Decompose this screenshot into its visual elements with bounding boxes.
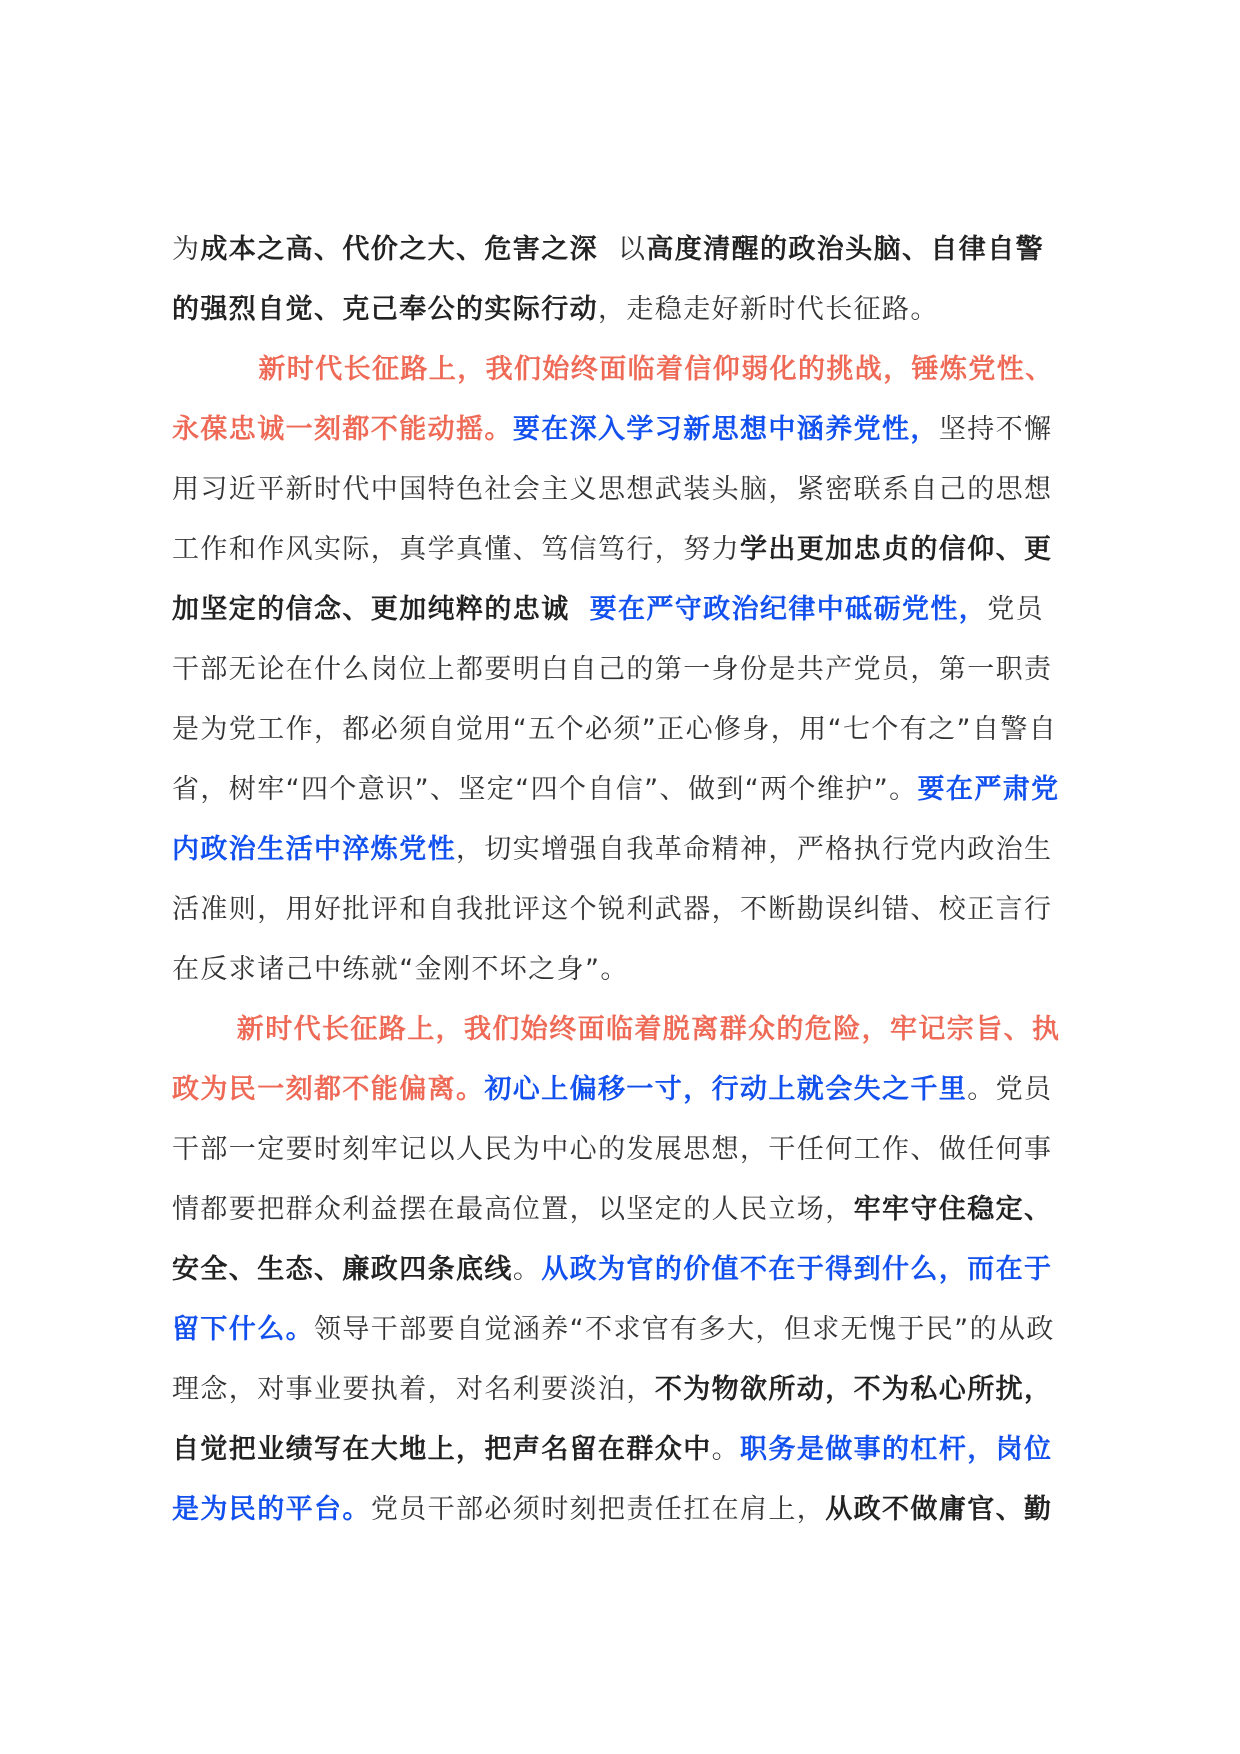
- text-line: [172, 880, 1112, 940]
- text-run-bold: 成本之高、代价之大、危害之深: [200, 234, 599, 265]
- text-run-blue: 要在深入学习新思想中涵养党性，: [512, 414, 939, 445]
- text-line: [172, 1480, 1112, 1540]
- text-run-normal: 干部无论在什么岗位上都要明白自己的第一身份是共产党员，第一职责: [172, 654, 1053, 685]
- text-line: [172, 1180, 1112, 1240]
- text-run-bold: 自觉把业绩写在大地上，把声名留在群众中: [172, 1434, 712, 1465]
- text-run-blue: 要在严肃党: [917, 774, 1060, 805]
- text-run-blue: 是为民的平台。: [172, 1494, 371, 1525]
- text-run-red: 新时代长征路上，我们始终面临着脱离群众的危险，牢记宗旨、执: [172, 1014, 1061, 1045]
- text-run-blue: 初心上偏移一寸，行动上就会失之千里: [484, 1074, 968, 1105]
- text-run-red: 政为民一刻都不能偏离。: [172, 1074, 485, 1105]
- text-run-normal: 在反求诸己中练就“金刚不坏之身”。: [172, 954, 629, 985]
- text-run-normal: 党员干部必须时刻把责任扛在肩上，: [370, 1494, 826, 1525]
- text-run-normal: ，走稳走好新时代长征路。: [598, 294, 939, 325]
- text-run-red: 新时代长征路上，我们始终面临着信仰弱化的挑战，锤炼党性、: [172, 354, 1054, 385]
- text-run-bold: 高度清醒的政治头脑、自律自警: [646, 234, 1044, 265]
- text-run-bold: 安全、生态、廉政四条底线: [172, 1254, 513, 1285]
- text-run-normal: 为: [172, 234, 201, 265]
- text-run-normal: ，切实增强自我革命精神，严格执行党内政治生: [456, 834, 1053, 865]
- paragraph: [172, 340, 1112, 1000]
- text-run-bold: 牢牢守住稳定、: [853, 1194, 1053, 1225]
- text-line: [172, 340, 1112, 400]
- text-line: [172, 1300, 1112, 1360]
- text-run-normal: 党员: [987, 594, 1044, 625]
- text-run-bold: 不为物欲所动，不为私心所扰，: [654, 1374, 1053, 1405]
- text-line: [172, 400, 1112, 460]
- text-line: [172, 520, 1112, 580]
- text-run-normal: 情都要把群众利益摆在最高位置，以坚定的人民立场，: [172, 1194, 854, 1225]
- text-run-normal: 。: [711, 1434, 741, 1465]
- text-run-blue: 留下什么。: [172, 1314, 314, 1345]
- text-run-bold: 加坚定的信念、更加纯粹的忠诚: [172, 594, 570, 625]
- text-line: [172, 1420, 1112, 1480]
- text-line: [172, 460, 1112, 520]
- paragraph: [172, 1000, 1112, 1540]
- text-line: [172, 220, 1112, 280]
- text-run-normal: 领导干部要自觉涵养“不求官有多大，但求无愧于民”的从政: [314, 1314, 1055, 1345]
- text-run-normal: 用习近平新时代中国特色社会主义思想武装头脑，紧密联系自己的思想: [172, 474, 1053, 505]
- text-run-normal: 工作和作风实际，真学真懂、笃信笃行，努力: [172, 534, 740, 565]
- text-run-normal: 干部一定要时刻牢记以人民为中心的发展思想，干任何工作、做任何事: [172, 1134, 1053, 1165]
- text-line: [172, 640, 1112, 700]
- text-run-normal: 活准则，用好批评和自我批评这个锐利武器，不断勘误纠错、校正言行: [172, 894, 1053, 925]
- text-line: [172, 1000, 1112, 1060]
- document-body: [172, 220, 1112, 1540]
- text-line: [172, 700, 1112, 760]
- text-run-normal: [570, 594, 590, 625]
- text-run-normal: 理念，对事业要执着，对名利要淡泊，: [172, 1374, 655, 1405]
- text-run-blue: 内政治生活中淬炼党性: [172, 834, 456, 865]
- text-run-blue: 从政为官的价值不在于得到什么，而在于: [541, 1254, 1053, 1285]
- text-run-normal: 是为党工作，都必须自觉用“五个必须”正心修身，用“七个有之”自警自: [172, 714, 1058, 745]
- text-run-normal: 省，树牢“四个意识”、坚定“四个自信”、做到“两个维护”。: [172, 774, 918, 805]
- text-line: [172, 280, 1112, 340]
- text-run-normal: 坚持不懈: [938, 414, 1053, 445]
- text-line: [172, 1240, 1112, 1300]
- text-line: [172, 940, 1112, 1000]
- paragraph: [172, 220, 1112, 340]
- text-run-normal: 。: [512, 1254, 542, 1285]
- text-line: [172, 820, 1112, 880]
- text-line: [172, 1120, 1112, 1180]
- text-run-bold: 学出更加忠贞的信仰、更: [740, 534, 1053, 565]
- text-run-normal: 。党员: [967, 1074, 1053, 1105]
- text-line: [172, 580, 1112, 640]
- text-run-normal: 以: [598, 234, 647, 265]
- text-line: [172, 1360, 1112, 1420]
- text-run-bold: 的强烈自觉、克己奉公的实际行动: [172, 294, 598, 325]
- text-run-blue: 职务是做事的杠杆，岗位: [740, 1434, 1053, 1465]
- text-line: [172, 760, 1112, 820]
- text-run-bold: 从政不做庸官、勤: [825, 1494, 1053, 1525]
- text-run-red: 永葆忠诚一刻都不能动摇。: [172, 414, 513, 445]
- text-line: [172, 1060, 1112, 1120]
- text-run-blue: 要在严守政治纪律中砥砺党性，: [589, 594, 988, 625]
